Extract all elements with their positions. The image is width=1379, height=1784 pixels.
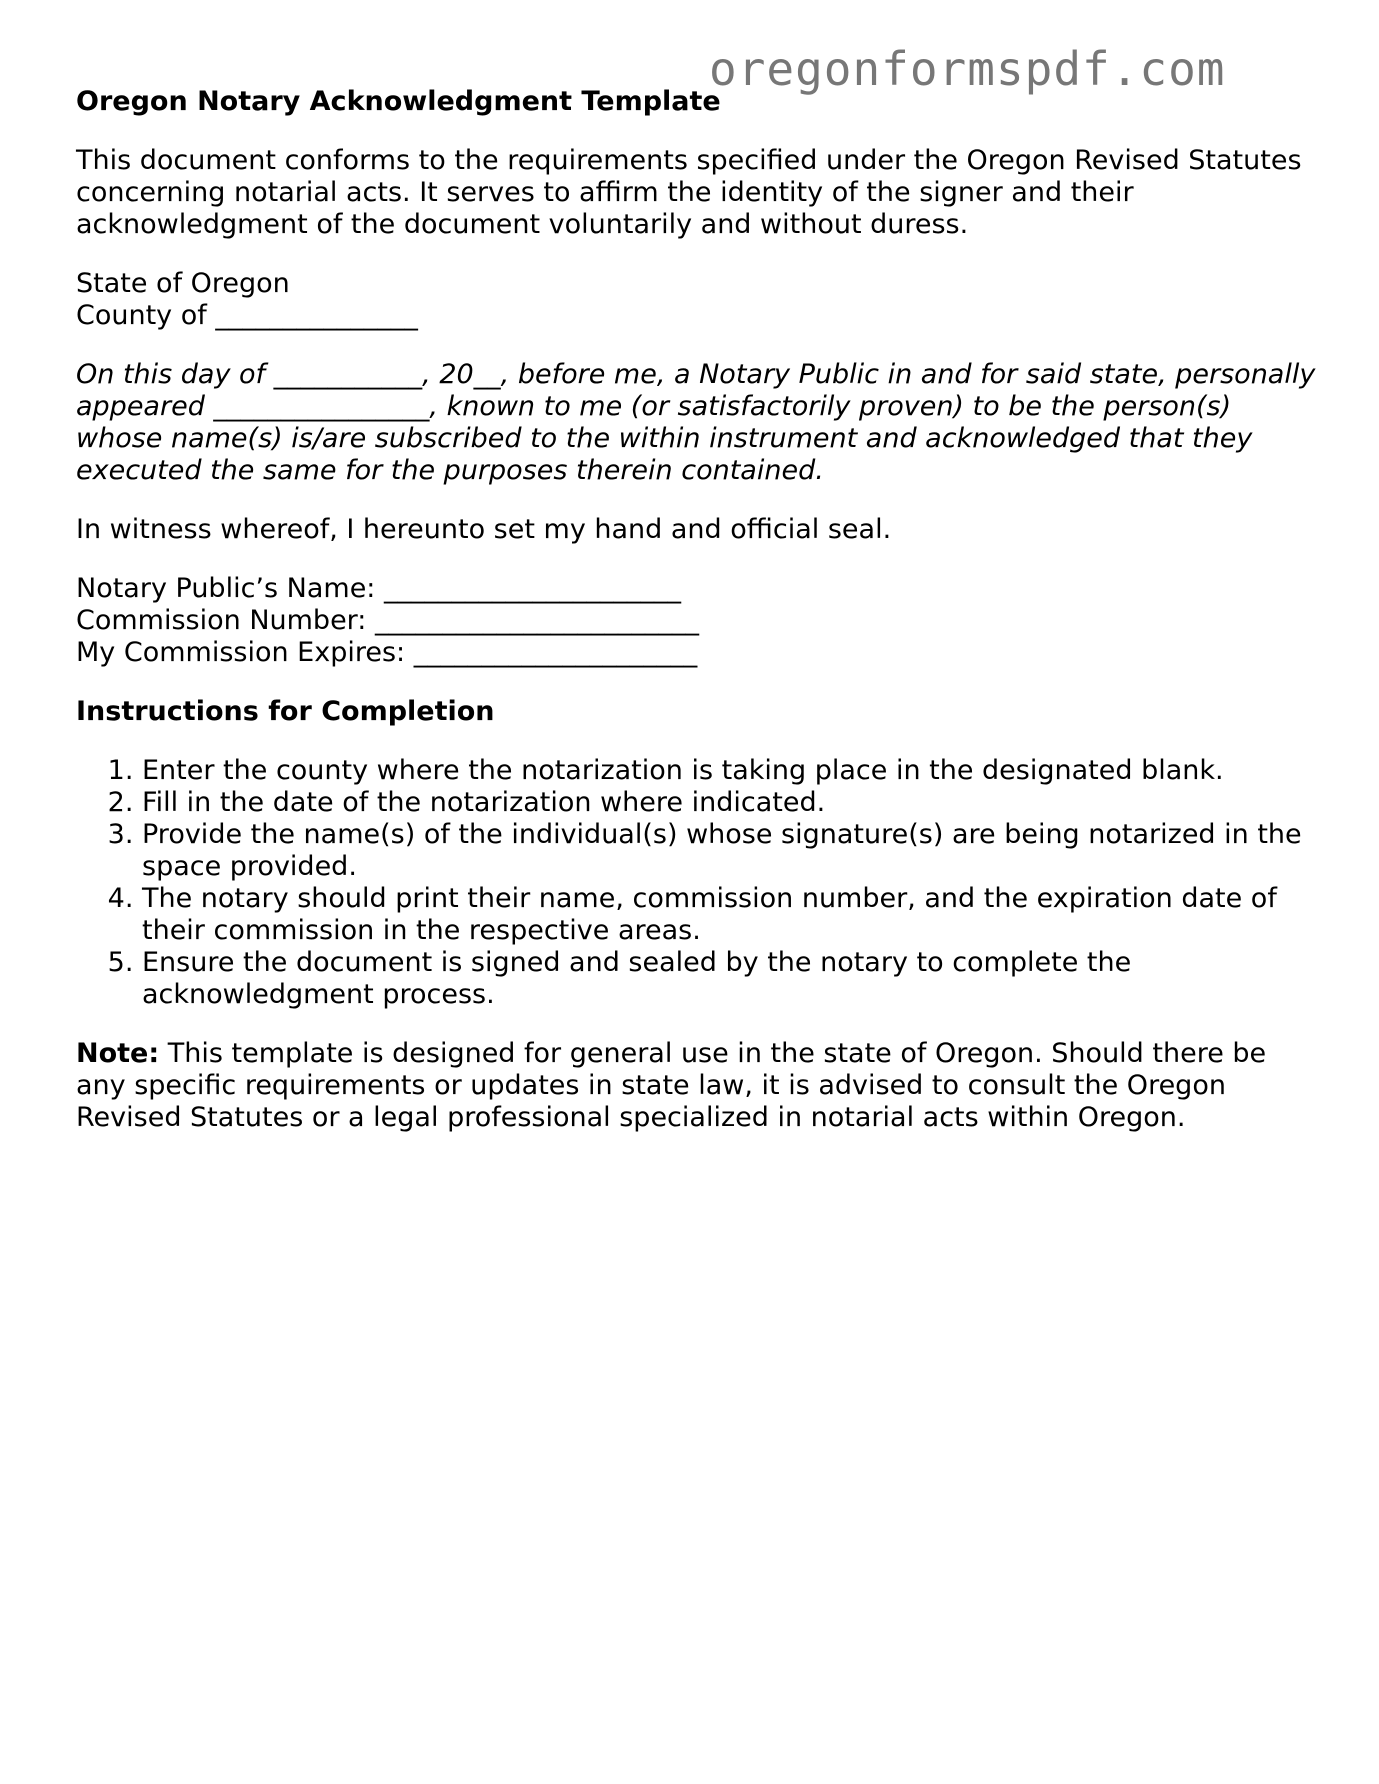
document-body xyxy=(76,86,1316,1134)
venue-county: County of _______________ xyxy=(76,300,418,331)
note-label: Note: xyxy=(76,1038,160,1069)
notary-name-field: Notary Public’s Name: ______________________ xyxy=(76,573,681,604)
intro-paragraph: This document conforms to the requirements specified under the Oregon Revised Statutes concerning notarial acts. It serves to affirm the identity of the signer and their acknowledgment of the document voluntarily and without duress. xyxy=(76,145,1302,240)
watermark: oregonformspdf.com xyxy=(709,42,1226,96)
page-title: Oregon Notary Acknowledgment Template xyxy=(76,86,721,117)
commission-number-field: Commission Number: ________________________ xyxy=(76,605,699,636)
note-text: This template is designed for general use in the state of Oregon. Should there be any specific requirements or updates in state law, it is advised to consult the Oregon Revised Statutes or a legal professional specialized in notarial acts within Oregon. xyxy=(76,1038,1267,1133)
note-paragraph xyxy=(76,1038,1316,1134)
list-item: 3. Provide the name(s) of the individual(s) whose signature(s) are being notarized in the space provided. xyxy=(142,819,1316,883)
list-item: 5. Ensure the document is signed and sealed by the notary to complete the acknowledgment process. xyxy=(142,947,1316,1011)
witness-statement: In witness whereof, I hereunto set my hand and official seal. xyxy=(76,514,892,545)
instructions-list xyxy=(76,755,1316,1011)
commission-expires-field: My Commission Expires: _____________________ xyxy=(76,637,698,668)
acknowledgment-paragraph: On this day of ___________, 20__, before me, a Notary Public in and for said state, personally appeared ________________, known to me (or satisfactorily proven) to be the person(s) whose name(s) is/are subscribed to the within instrument and acknowledged that they executed the same for the purposes therein contained. xyxy=(76,359,1316,486)
notary-fields xyxy=(76,573,1316,669)
venue-state: State of Oregon xyxy=(76,268,290,299)
venue-block xyxy=(76,268,1316,332)
instructions-heading: Instructions for Completion xyxy=(76,696,495,727)
list-item: 2. Fill in the date of the notarization where indicated. xyxy=(142,787,1316,819)
list-item: 1. Enter the county where the notarization is taking place in the designated blank. xyxy=(142,755,1316,787)
list-item: 4. The notary should print their name, commission number, and the expiration date of their commission in the respective areas. xyxy=(142,883,1316,947)
